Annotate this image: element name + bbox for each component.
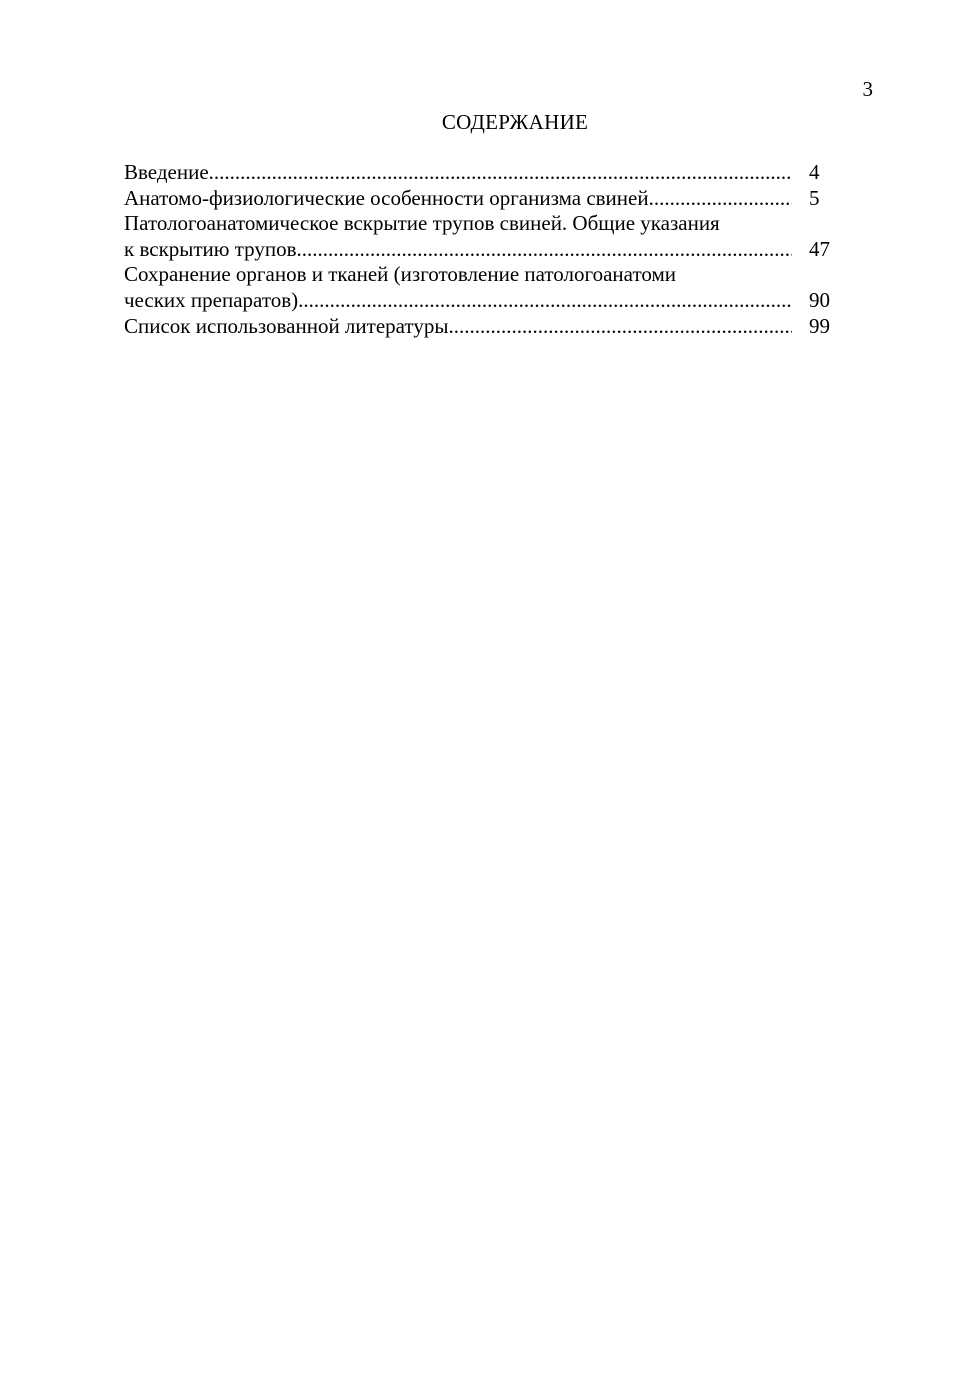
toc-entry-line <box>124 160 792 186</box>
toc-entry-page: 90 <box>809 287 830 312</box>
toc-entry-line <box>124 186 792 212</box>
toc-entry-page: 5 <box>809 185 820 210</box>
toc-entry-references <box>124 314 844 340</box>
toc-entry-anatomy <box>124 186 844 212</box>
toc-entry-text <box>124 211 792 262</box>
toc-entry-line: Сохранение органов и тканей (изготовление патологоанатоми <box>124 262 676 287</box>
toc-leader-dots <box>649 186 792 212</box>
toc-leader-dots <box>297 237 792 263</box>
toc-entry-text <box>124 160 792 186</box>
toc-entry-line <box>124 237 792 263</box>
toc-entry-autopsy <box>124 211 844 262</box>
toc-entry-introduction <box>124 160 844 186</box>
toc-entry-label: Введение <box>124 160 209 184</box>
toc-entry-text <box>124 262 792 313</box>
toc-entry-text <box>124 314 792 340</box>
toc-entry-preservation <box>124 262 844 313</box>
toc-entry-line: Патологоанатомическое вскрытие трупов свиней. Общие указания <box>124 211 720 236</box>
toc-entry-label: ческих препаратов) <box>124 287 299 312</box>
toc-entry-text <box>124 186 792 212</box>
toc-leader-dots <box>209 160 792 186</box>
toc-entry-line <box>124 288 792 314</box>
toc-entry-line <box>124 314 792 340</box>
toc-entry-label: Анатомо-физиологические особенности организма свиней <box>124 185 649 210</box>
page-number: 3 <box>862 77 873 101</box>
toc-entry-label: Список использованной литературы <box>124 313 449 338</box>
toc-title: СОДЕРЖАНИЕ <box>441 110 589 134</box>
toc-leader-dots <box>448 314 792 340</box>
toc-entry-page: 99 <box>809 313 830 338</box>
toc-entry-label: к вскрытию трупов <box>124 236 297 261</box>
toc-entry-page: 47 <box>809 236 830 261</box>
table-of-contents <box>124 160 844 339</box>
toc-leader-dots <box>298 288 792 314</box>
toc-entry-page: 4 <box>809 160 820 184</box>
